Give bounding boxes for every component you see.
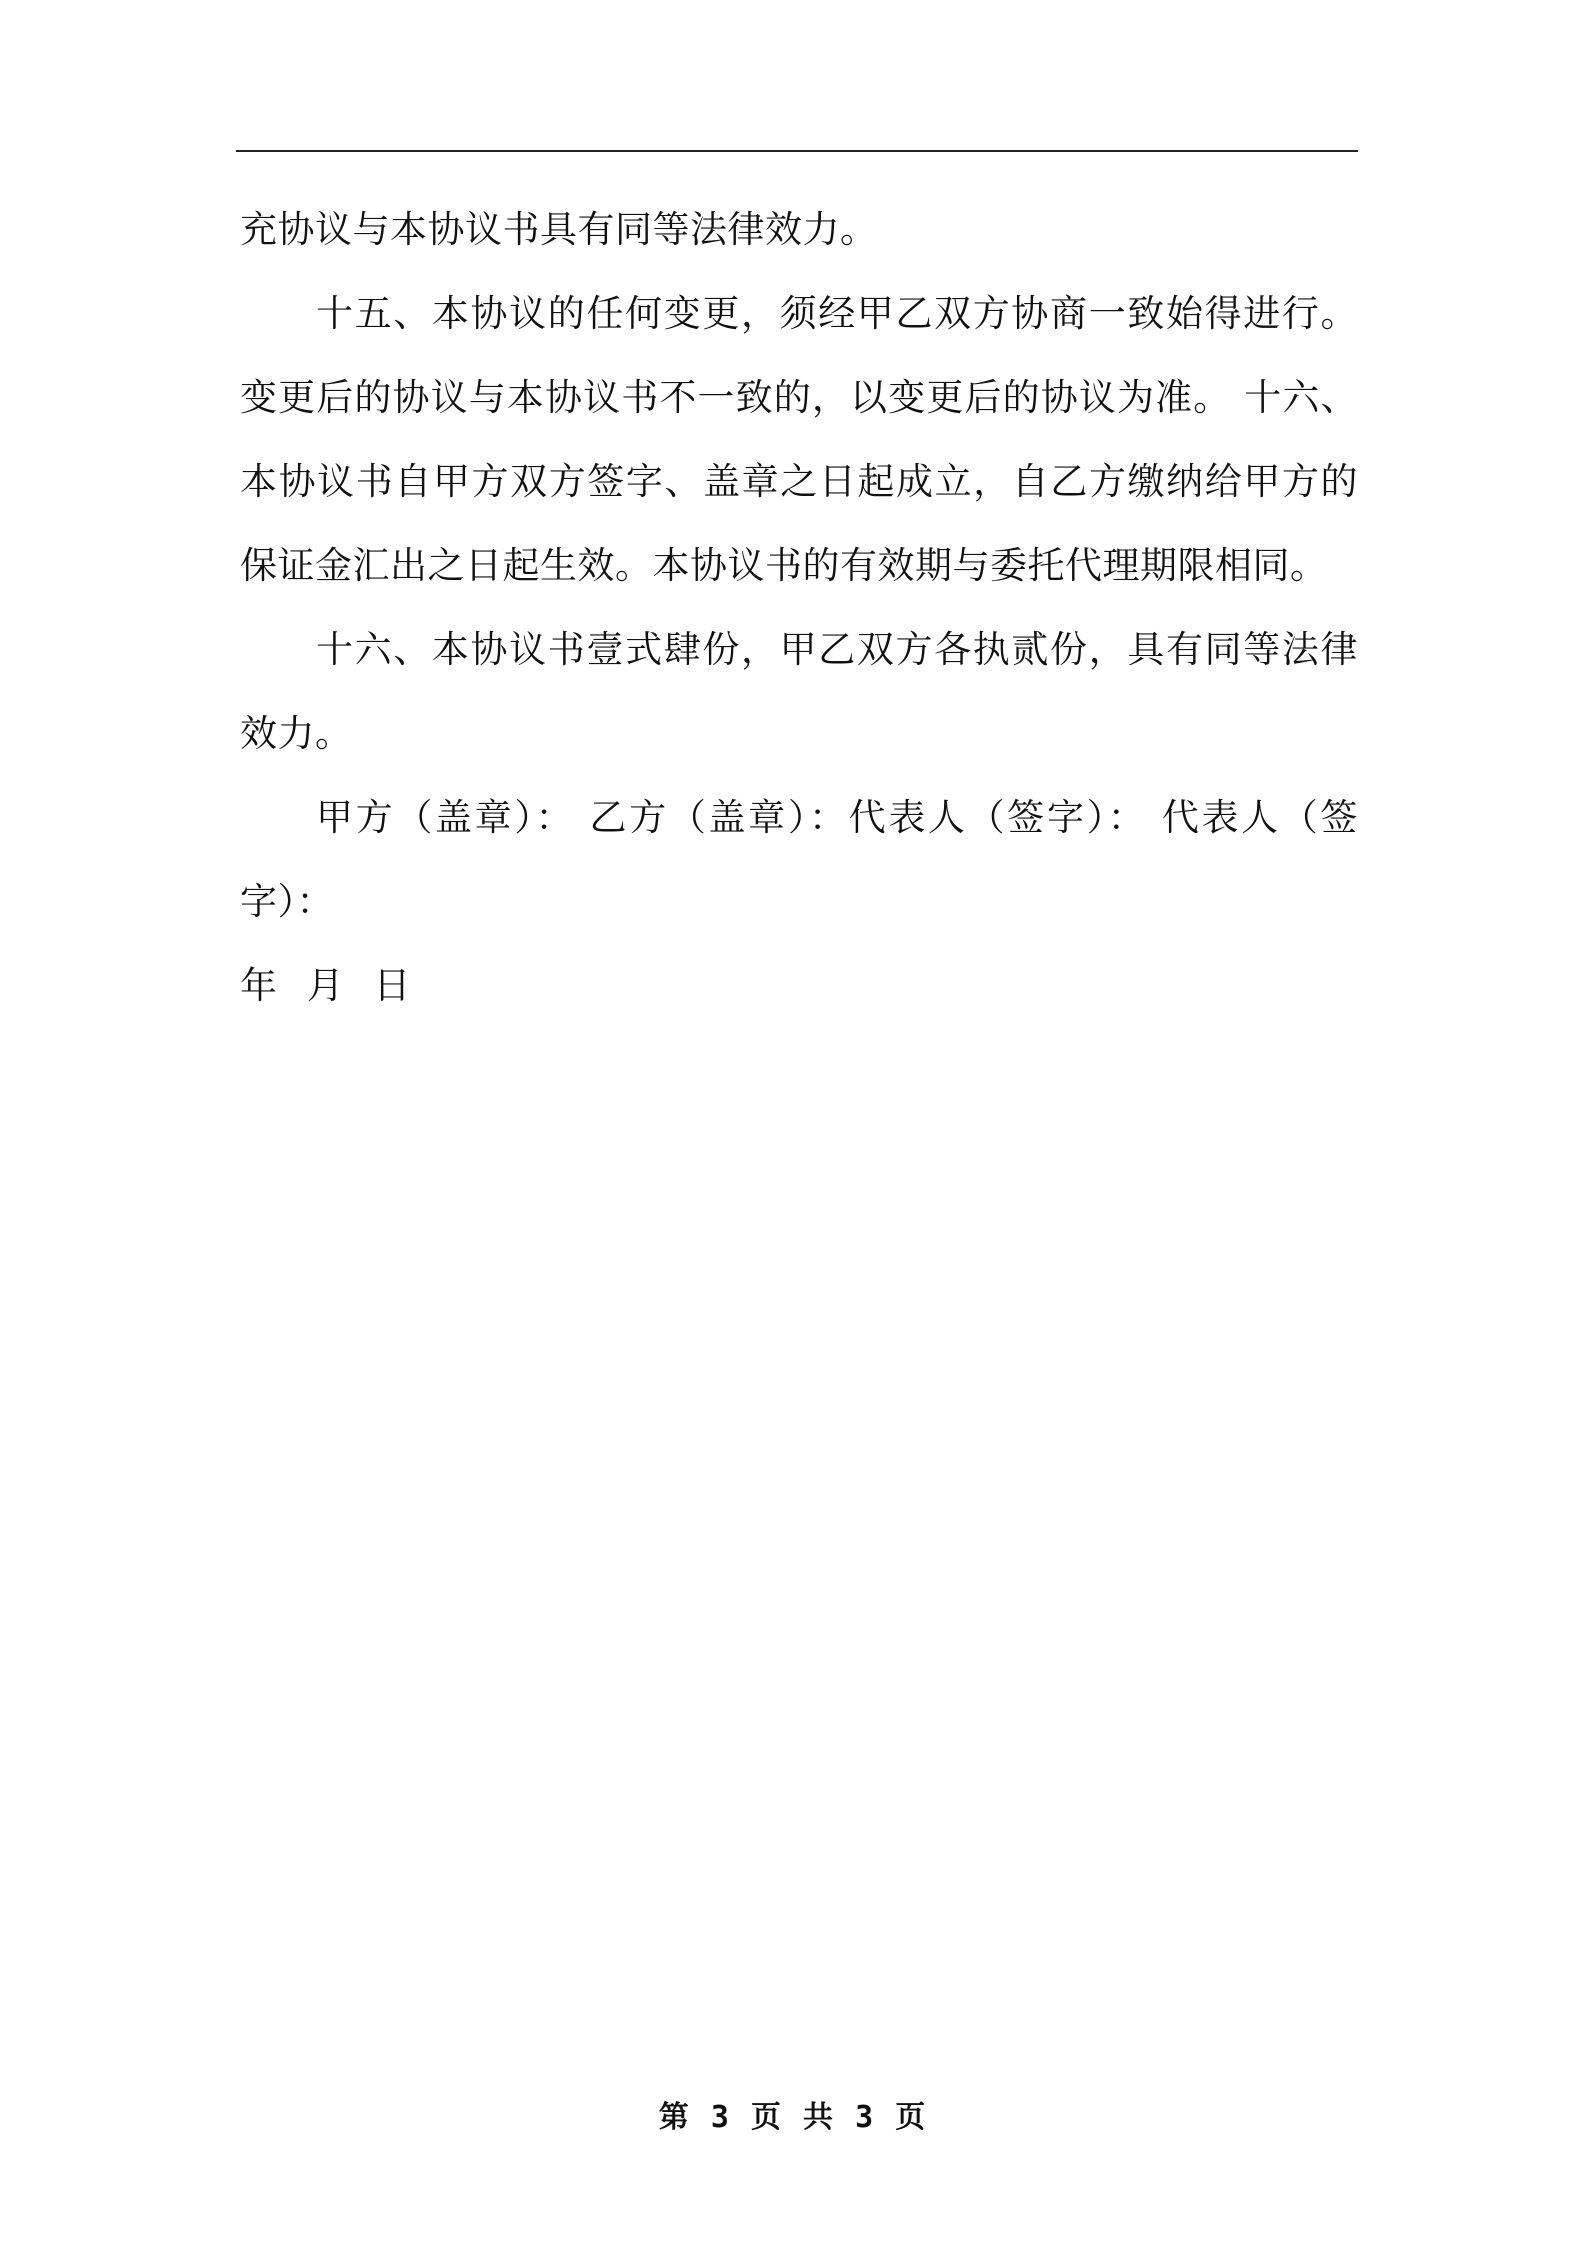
page-footer: 第 3 页 共 3 页 <box>658 2100 928 2135</box>
document-body <box>240 188 1358 1028</box>
header-rule <box>236 150 1358 152</box>
date-line <box>240 944 1358 1028</box>
date-month: 月 <box>306 964 344 1007</box>
date-day: 日 <box>373 964 411 1007</box>
paragraph-continuation: 充协议与本协议书具有同等法律效力。 <box>240 208 878 251</box>
paragraph-clause-16: 十六、本协议书壹式肆份，甲乙双方各执贰份，具有同等法律效力。 <box>240 628 1358 755</box>
paragraph-clause-15: 十五、本协议的任何变更，须经甲乙双方协商一致始得进行。变更后的协议与本协议书不一致的，以变更后的协议为准。 十六、本协议书自甲方双方签字、盖章之日起成立，自乙方缴纳给甲方的保证金汇出之日起生效。本协议书的有效期与委托代理期限相同。 <box>240 292 1358 587</box>
signature-line: 甲方（盖章）： 乙方（盖章）：代表人（签字）： 代表人（签字）： <box>240 796 1358 923</box>
date-year: 年 <box>240 964 277 1007</box>
